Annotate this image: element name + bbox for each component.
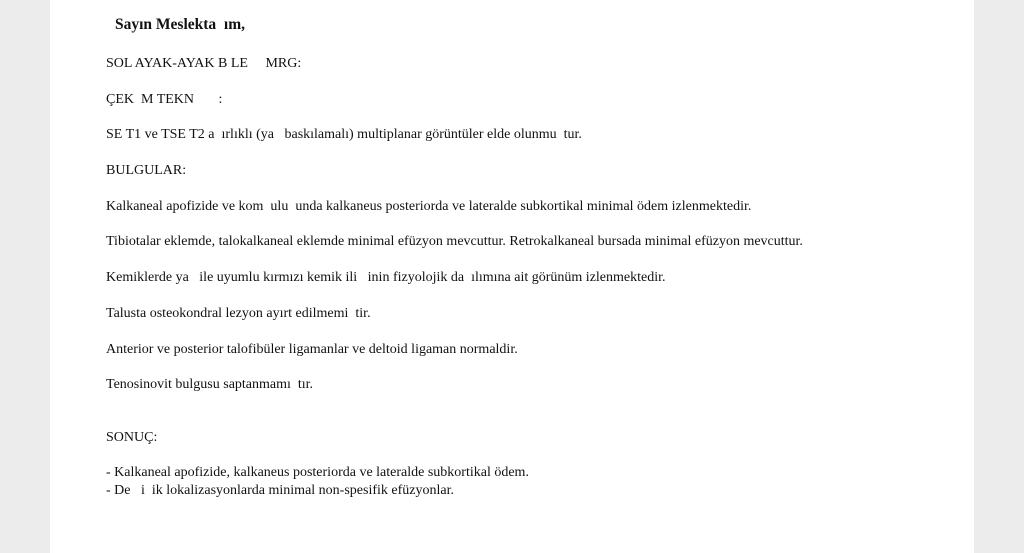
finding-item: Kemiklerde ya ile uyumlu kırmızı kemik ili inin fizyolojik da ılımına ait görünüm izlenmektedir. [106, 270, 666, 285]
report-page [50, 0, 974, 553]
conclusion-item: - Kalkaneal apofizide, kalkaneus posteriorda ve lateralde subkortikal ödem. [106, 465, 529, 480]
finding-item: Tenosinovit bulgusu saptanmamı tır. [106, 377, 314, 392]
finding-item: Kalkaneal apofizide ve kom ulu unda kalkaneus posteriorda ve lateralde subkortikal minimal ödem izlenmektedir. [106, 199, 752, 214]
technique-heading: ÇEK M TEKN : [106, 92, 223, 107]
finding-item: Tibiotalar eklemde, talokalkaneal eklemde minimal efüzyon mevcuttur. Retrokalkaneal bursada minimal efüzyon mevcuttur. [106, 234, 803, 249]
conclusion-heading: SONUÇ: [106, 430, 158, 445]
finding-item: Anterior ve posterior talofibüler ligamanlar ve deltoid ligaman normaldir. [106, 342, 518, 357]
conclusion-item: - De i ik lokalizasyonlarda minimal non-spesifik efüzyonlar. [106, 483, 454, 498]
greeting: Sayın Meslekta ım, [115, 16, 246, 33]
technique-text: SE T1 ve TSE T2 a ırlıklı (ya baskılamalı) multiplanar görüntüler elde olunmu tur. [106, 127, 582, 142]
finding-item: Talusta osteokondral lezyon ayırt edilmemi tir. [106, 306, 371, 321]
findings-heading: BULGULAR: [106, 163, 187, 178]
exam-title: SOL AYAK-AYAK B LE MRG: [106, 56, 302, 71]
